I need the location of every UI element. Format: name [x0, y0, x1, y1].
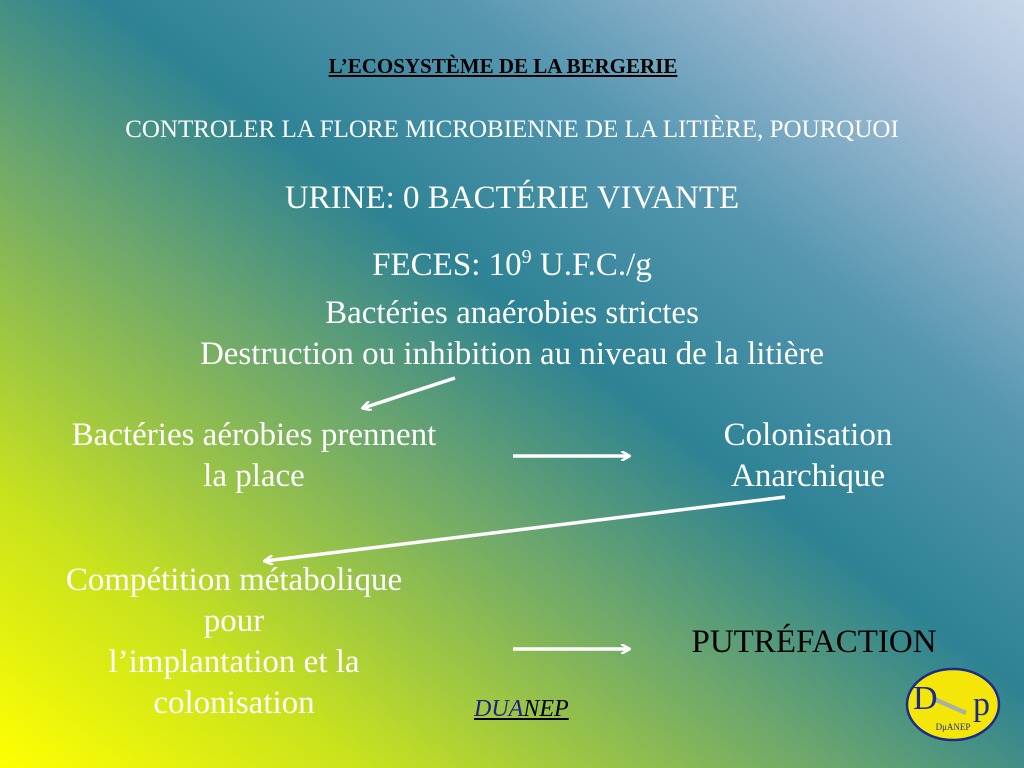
brand-part-1: DUA	[474, 696, 524, 722]
competition-line-2: pour	[203, 603, 265, 639]
competition-line-3: l’implantation et la	[108, 644, 360, 680]
colonisation-line-2: Anarchique	[731, 458, 885, 494]
aerobes-line-2: la place	[203, 458, 305, 494]
arrow-to-competition	[265, 497, 785, 561]
slide-title: L’ECOSYSTÈME DE LA BERGERIE	[328, 54, 678, 78]
logo-caption: DμANEP	[935, 722, 971, 732]
urine-line: URINE: 0 BACTÉRIE VIVANTE	[284, 180, 740, 216]
duanep-logo	[905, 667, 1001, 742]
anaerobes-line-1: Bactéries anaérobies strictes	[325, 295, 699, 331]
anaerobes-line-2: Destruction ou inhibition au niveau de la litière	[199, 336, 825, 372]
feces-exponent: 9	[521, 246, 532, 268]
putrefaction-label: PUTRÉFACTION	[691, 624, 937, 660]
brand-part-2: NEP	[523, 696, 569, 722]
competition-line-1: Compétition métabolique	[65, 562, 403, 598]
feces-suffix: U.F.C./g	[531, 247, 652, 283]
colonisation-line-1: Colonisation	[723, 417, 893, 453]
feces-prefix: FECES: 10	[372, 247, 522, 283]
logo-letter-d: D	[913, 680, 938, 717]
arrow-to-aerobes	[363, 378, 455, 408]
competition-line-4: colonisation	[153, 685, 315, 721]
aerobes-line-1: Bactéries aérobies prennent	[71, 417, 437, 453]
logo-letter-p: p	[973, 686, 990, 723]
slide-subtitle: CONTROLER LA FLORE MICROBIENNE DE LA LITIÈRE, POURQUOI	[125, 116, 899, 143]
